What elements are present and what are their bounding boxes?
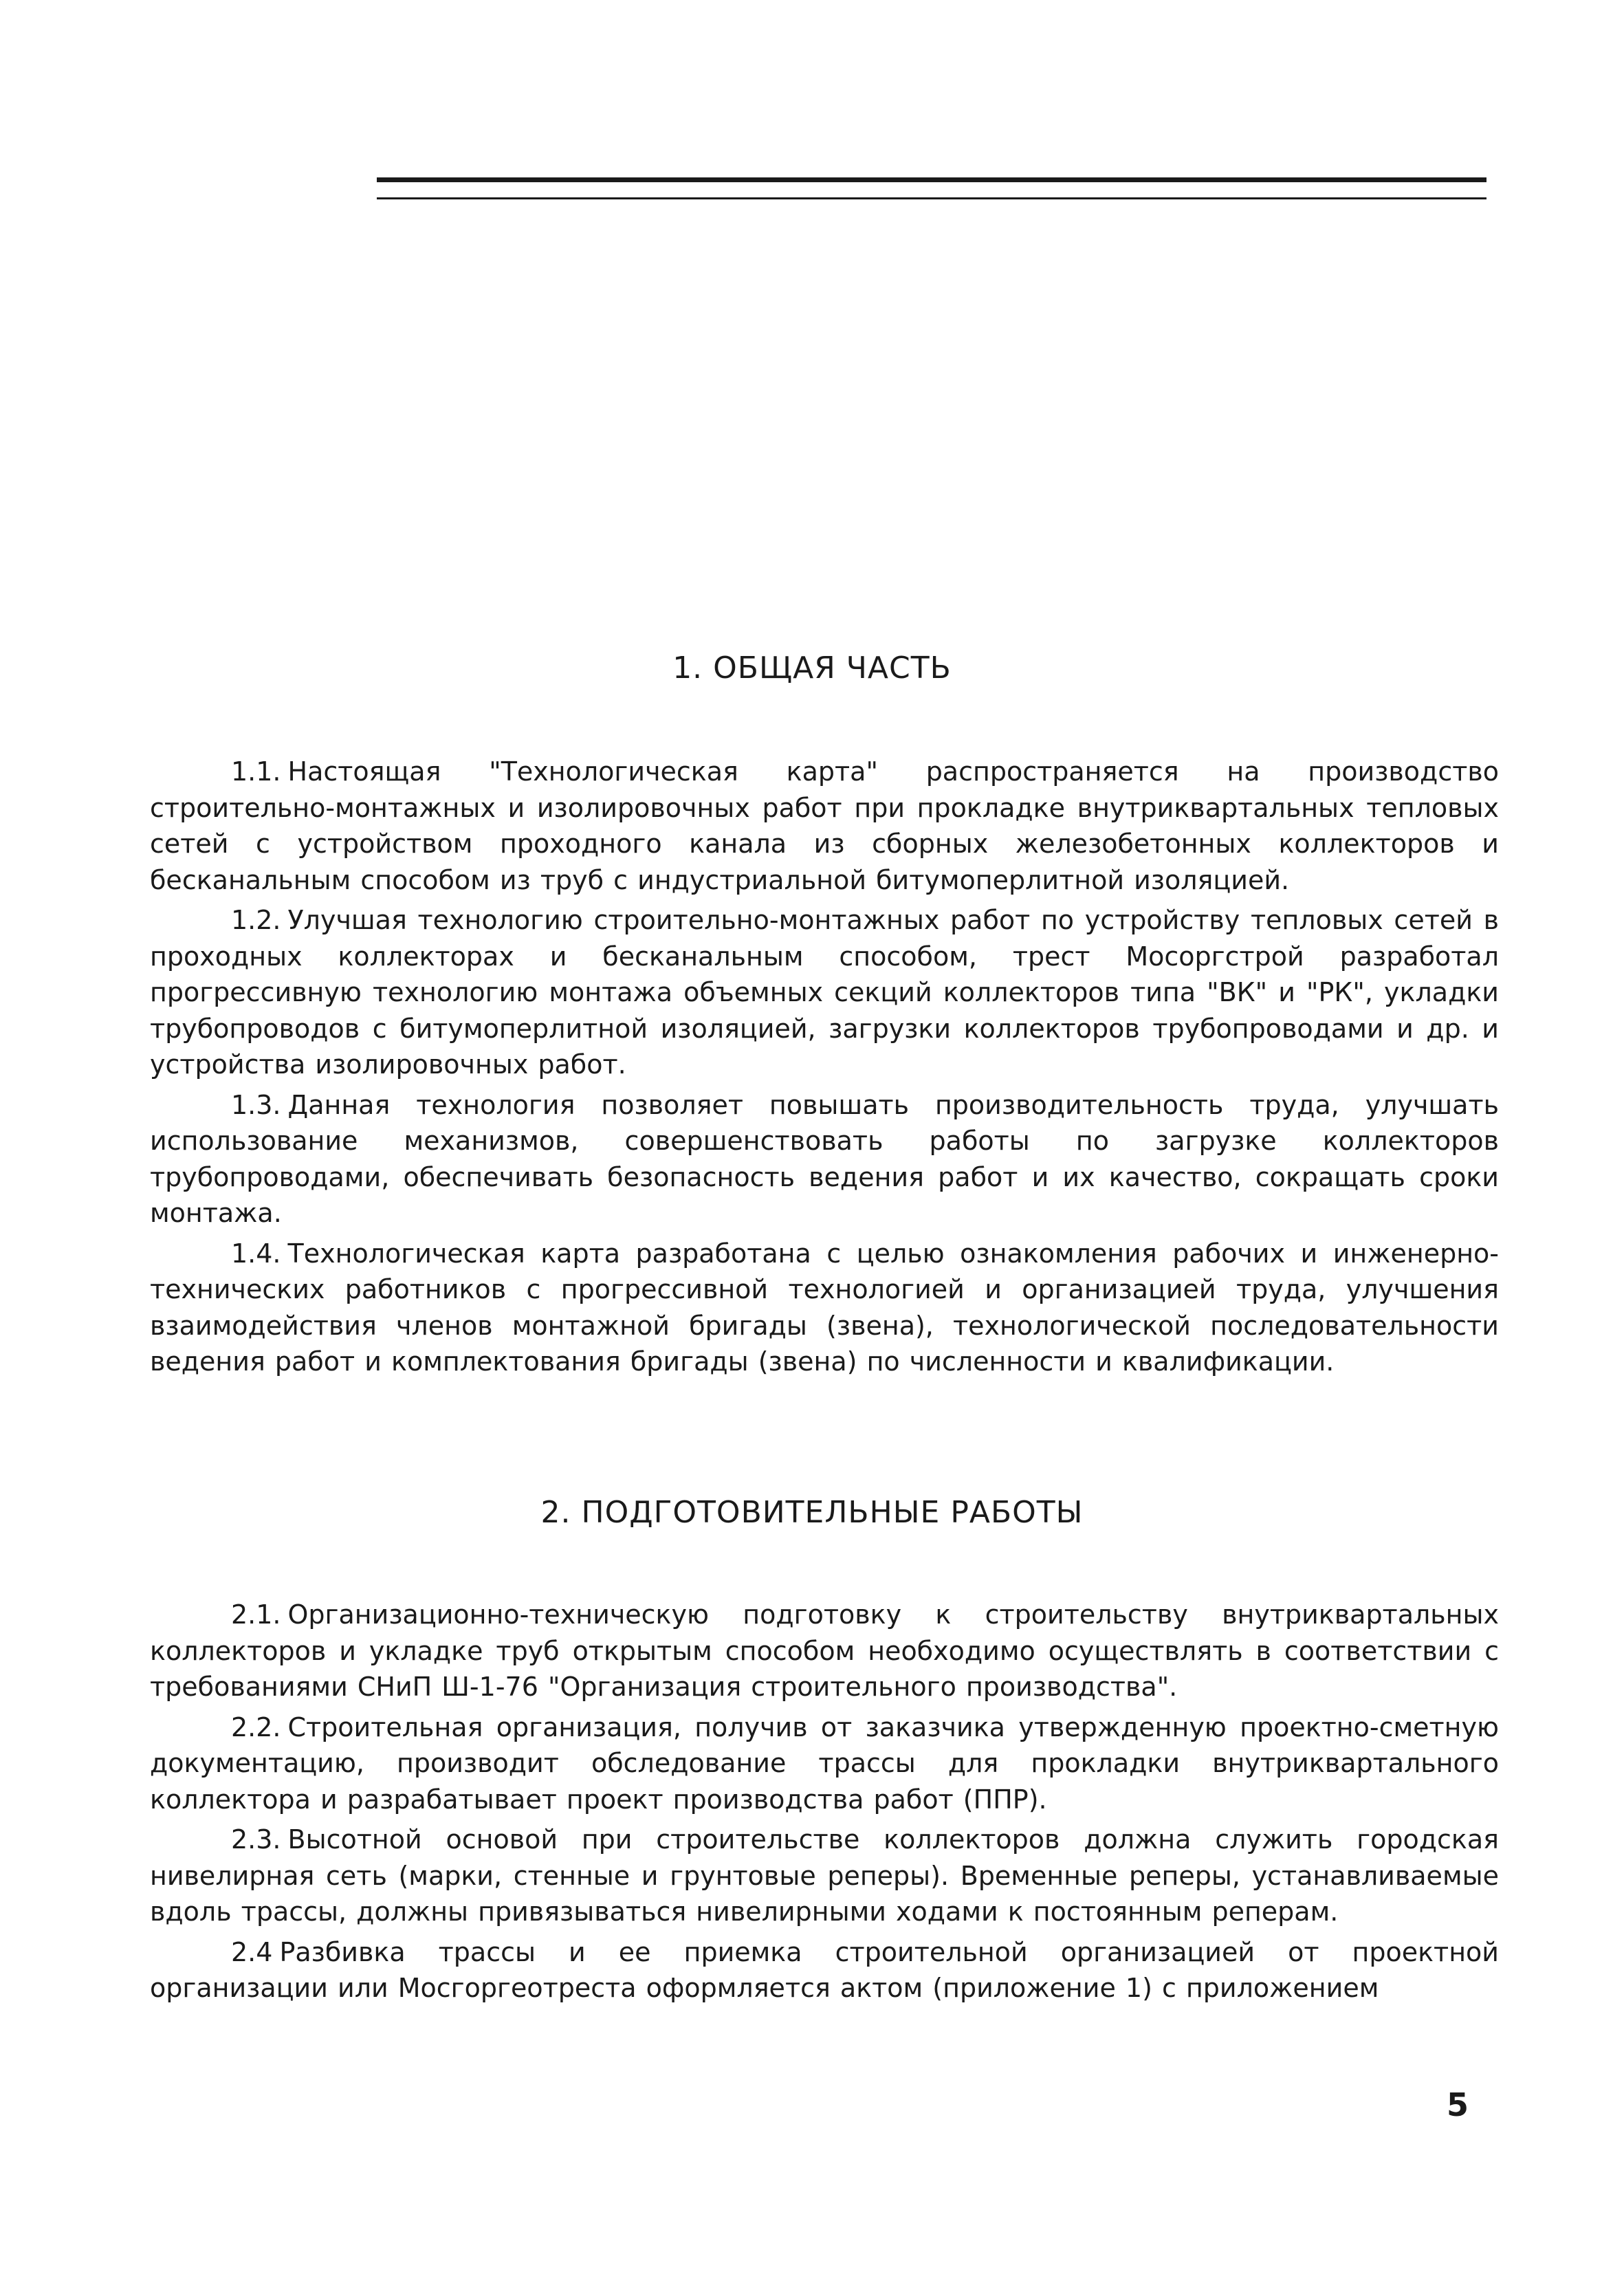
header-rule-thick [377, 177, 1486, 182]
paragraph-2-1 [150, 1597, 1499, 1705]
paragraph-number: 2.1. [231, 1599, 281, 1630]
paragraph-number: 1.4. [231, 1238, 281, 1269]
paragraph-2-3 [150, 1822, 1499, 1930]
paragraph-text: Улучшая технологию строительно-монтажных работ по устройству тепловых сетей в проходных коллекторах и бесканальным способом, трест Мосоргстрой разработал прогрессивную технологию монтажа объемных секций коллекторов типа "ВК" и "РК", укладки трубопроводов с битумоперлитной изоляцией, загрузки коллекторов трубопроводами и др. и устройства изолировочных работ. [150, 905, 1499, 1080]
page-number: 5 [1447, 2086, 1469, 2123]
paragraph-1-2 [150, 902, 1499, 1083]
header-rule-thin [377, 197, 1486, 199]
section-2-title: 2. ПОДГОТОВИТЕЛЬНЫЕ РАБОТЫ [540, 1495, 1084, 1530]
paragraph-number: 1.2. [231, 905, 281, 935]
paragraph-text: Организационно-техническую подготовку к строительству внутриквартальных коллекторов и укладке труб открытым способом необходимо осуществлять в соответствии с требованиями СНиП Ш-1-76 "Организация строительного производства". [150, 1599, 1499, 1702]
paragraph-number: 2.2. [231, 1712, 281, 1742]
paragraph-number: 1.1. [231, 756, 281, 787]
paragraph-text: Технологическая карта разработана с целью ознакомления рабочих и инженерно-технических работников с прогрессивной технологией и организацией труда, улучшения взаимодействия членов монтажной бригады (звена), технологической последовательности ведения работ и комплектования бригады (звена) по численности и квалификации. [150, 1238, 1499, 1377]
paragraph-number: 1.3. [231, 1089, 281, 1120]
paragraph-number: 2.4 [231, 1936, 273, 1967]
section-1-body [150, 754, 1499, 1384]
paragraph-number: 2.3. [231, 1824, 281, 1855]
paragraph-text: Высотной основой при строительстве коллекторов должна служить городская нивелирная сеть (марки, стенные и грунтовые реперы). Временные реперы, устанавливаемые вдоль трассы, должны привязываться нивелирными ходами к постоянным реперам. [150, 1824, 1499, 1927]
paragraph-2-4 [150, 1934, 1499, 2007]
section-1-title: 1. ОБЩАЯ ЧАСТЬ [672, 651, 952, 686]
paragraph-1-4 [150, 1236, 1499, 1380]
paragraph-text: Разбивка трассы и ее приемка строительной организацией от проектной организации или Мосгоргеотреста оформляется актом (приложение 1) с приложением [150, 1936, 1499, 2003]
paragraph-text: Настоящая "Технологическая карта" распространяется на производство строительно-монтажных и изолировочных работ при прокладке внутриквартальных тепловых сетей с устройством проходного канала из сборных железобетонных коллекторов и бесканальным способом из труб с индустриальной битумоперлитной изоляцией. [150, 756, 1499, 895]
section-2-body [150, 1597, 1499, 2011]
paragraph-2-2 [150, 1709, 1499, 1818]
paragraph-text: Строительная организация, получив от заказчика утвержденную проектно-сметную документацию, производит обследование трассы для прокладки внутриквартального коллектора и разрабатывает проект производства работ (ППР). [150, 1712, 1499, 1815]
paragraph-1-3 [150, 1087, 1499, 1232]
paragraph-text: Данная технология позволяет повышать производительность труда, улучшать использование механизмов, совершенствовать работы по загрузке коллекторов трубопроводами, обеспечивать безопасность ведения работ и их качество, сокращать сроки монтажа. [150, 1089, 1499, 1228]
paragraph-1-1 [150, 754, 1499, 898]
